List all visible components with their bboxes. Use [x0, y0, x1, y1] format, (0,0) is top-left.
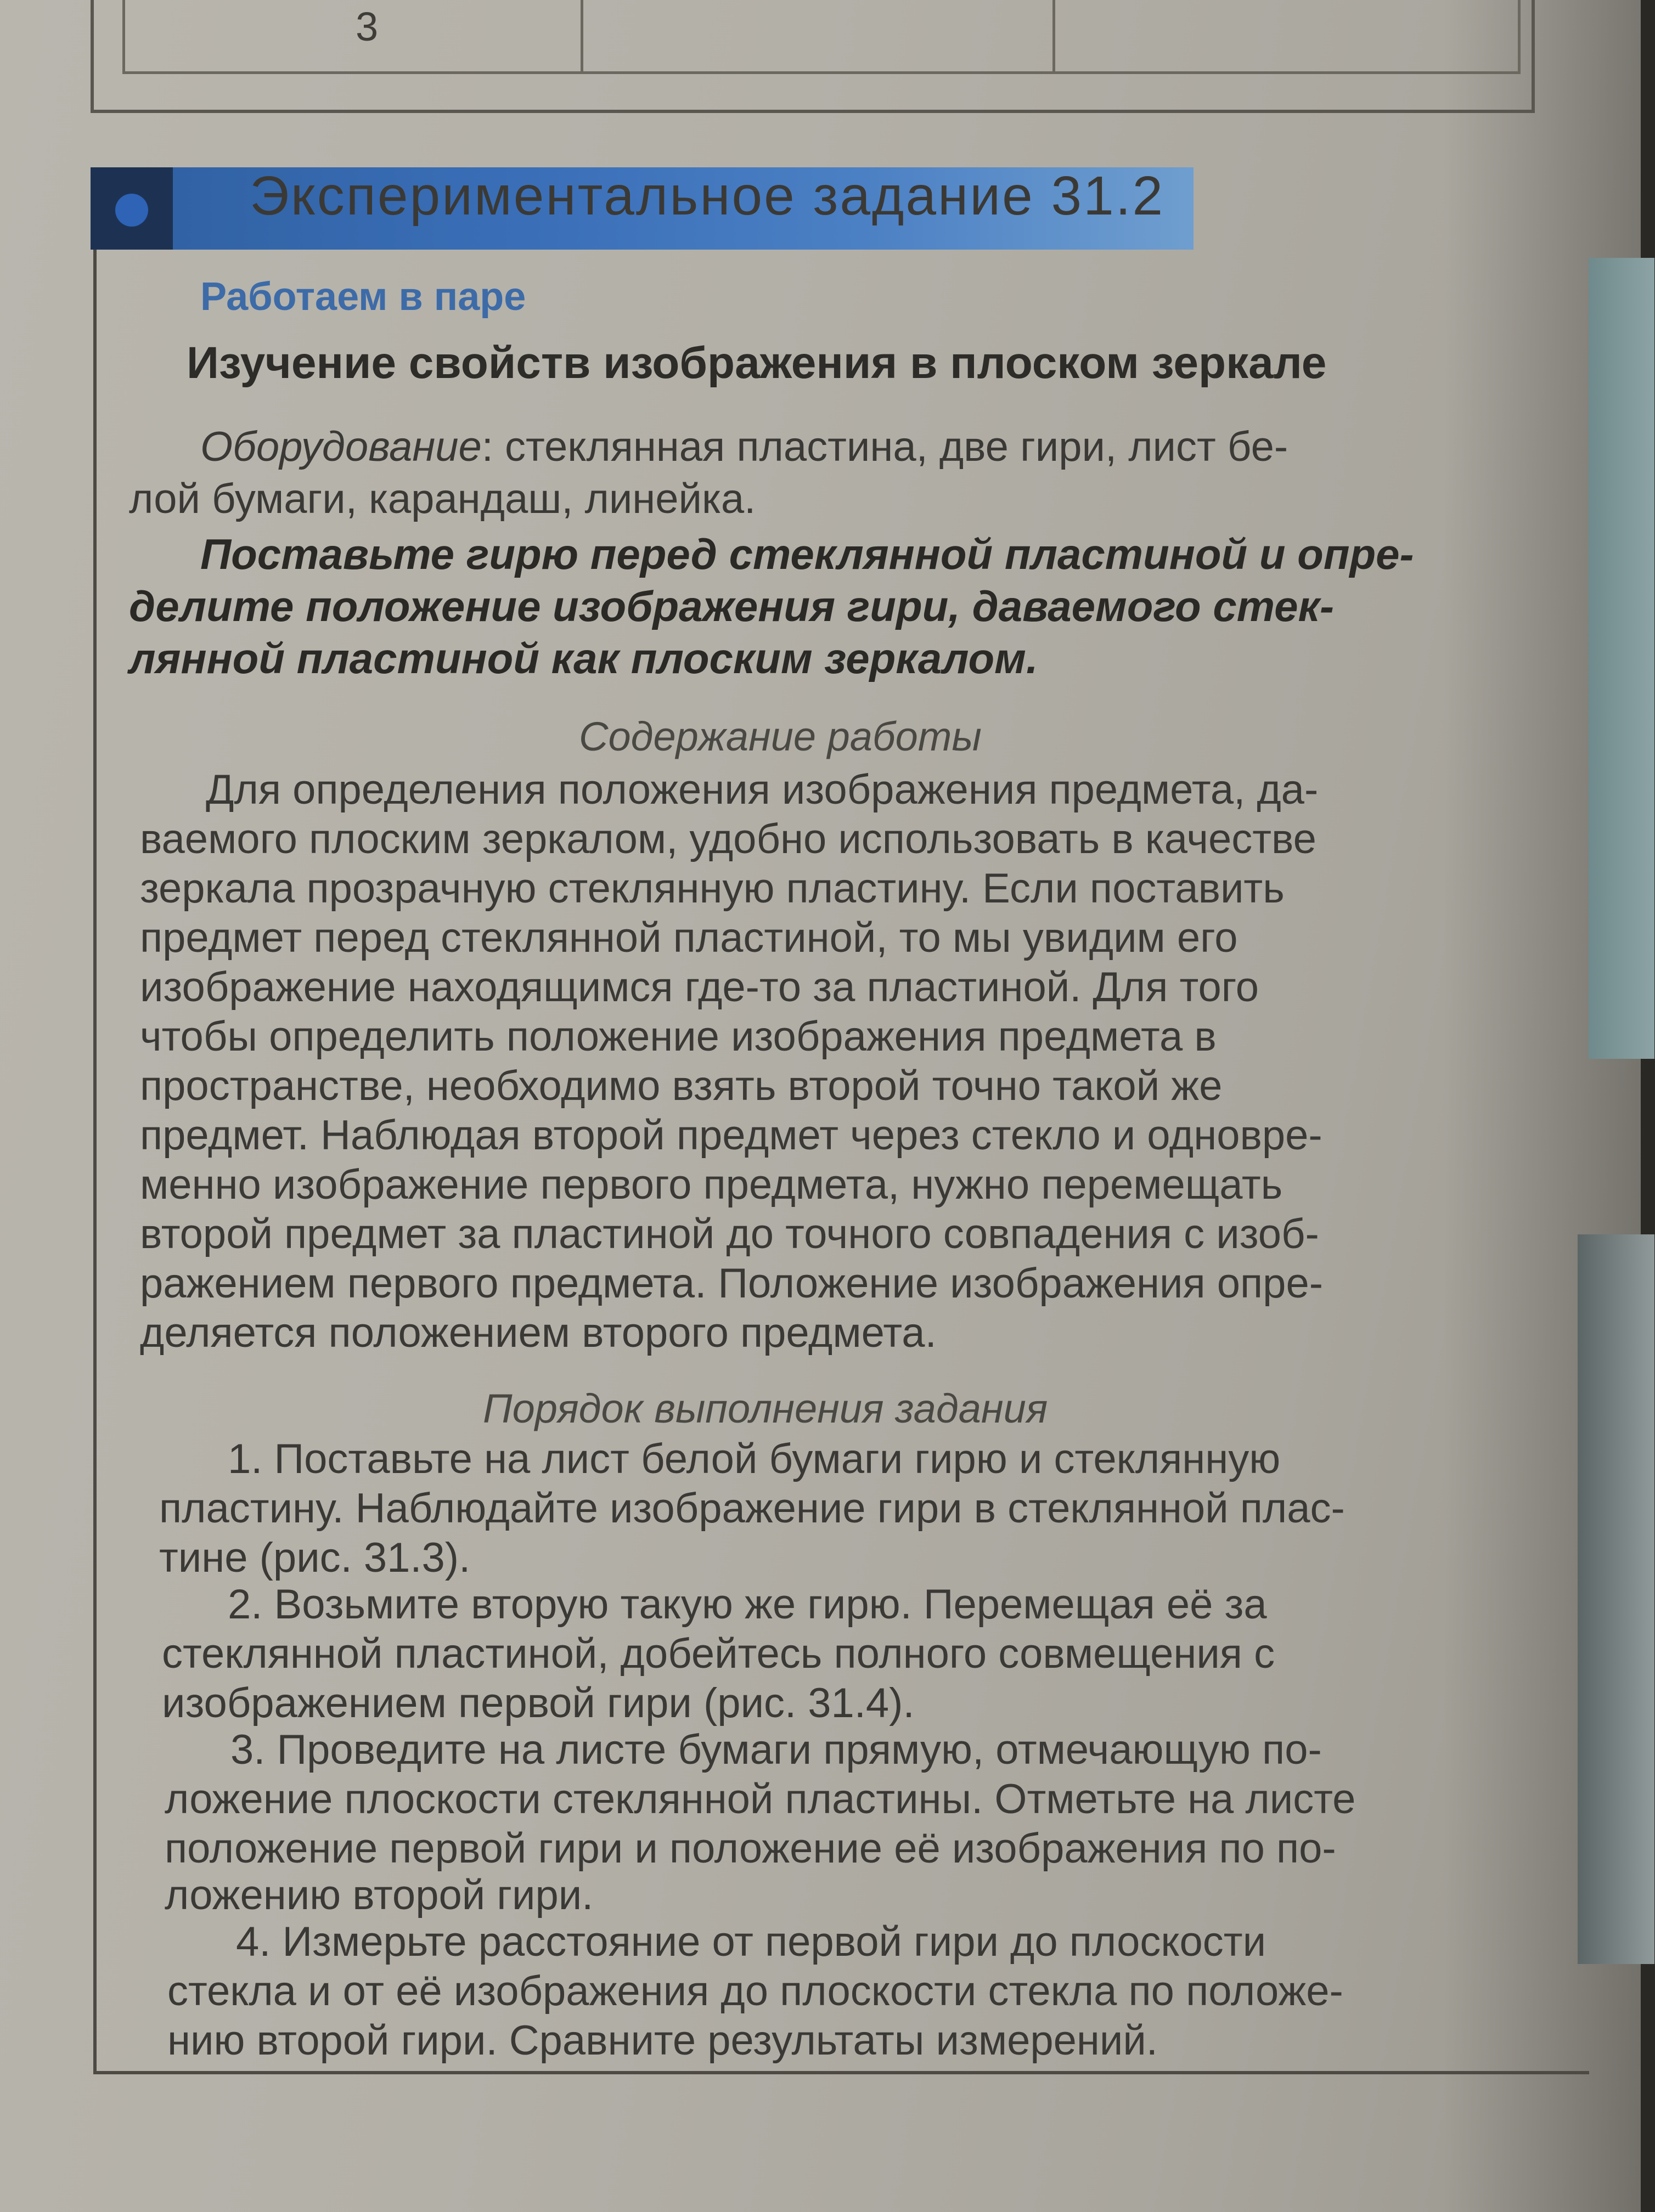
procedure-line: 3. Проведите на листе бумаги прямую, отмечающую по- — [230, 1726, 1322, 1773]
content-line: предмет перед стеклянной пластиной, то мы увидим его — [140, 915, 1238, 961]
table-inner-border — [122, 0, 1521, 74]
bullet-dot-icon — [115, 194, 148, 227]
procedure-line: нию второй гири. Сравните результаты измерений. — [167, 2017, 1158, 2064]
task-line: лянной пластиной как плоским зеркалом. — [129, 634, 1038, 682]
procedure-line: изображением первой гири (рис. 31.4). — [162, 1680, 915, 1726]
task-line: делите положение изображения гири, даваемого стек- — [129, 582, 1334, 630]
procedure-line: 4. Измерьте расстояние от первой гири до плоскости — [236, 1918, 1266, 1965]
content-heading: Содержание работы — [579, 714, 982, 759]
procedure-line: тине (рис. 31.3). — [159, 1534, 471, 1581]
table-fragment — [91, 0, 1535, 113]
content-line: менно изображение первого предмета, нужно перемещать — [140, 1161, 1283, 1208]
content-line: зеркала прозрачную стеклянную пластину. Если поставить — [140, 865, 1285, 912]
procedure-line: ложению второй гири. — [165, 1872, 594, 1918]
equipment-line-1 — [200, 422, 1288, 472]
content-line: второй предмет за пластиной до точного совпадения с изоб- — [140, 1211, 1319, 1257]
procedure-line: 2. Возьмите вторую такую же гирю. Перемещая её за — [228, 1581, 1267, 1628]
procedure-line: пластину. Наблюдайте изображение гири в стеклянной плас- — [159, 1485, 1345, 1532]
content-line: ражением первого предмета. Положение изображения опре- — [140, 1260, 1324, 1307]
table-divider — [1052, 0, 1055, 71]
table-cell-number: 3 — [356, 4, 379, 49]
content-line: изображение находящимся где-то за пластиной. Для того — [140, 964, 1259, 1011]
procedure-line: ложение плоскости стеклянной пластины. Отметьте на листе — [165, 1776, 1356, 1822]
table-divider — [581, 0, 583, 71]
procedure-heading: Порядок выполнения задания — [483, 1386, 1048, 1431]
equipment-label: Оборудование — [200, 424, 482, 470]
content-line: деляется положением второго предмета. — [140, 1310, 937, 1356]
equipment-text: : стеклянная пластина, две гири, лист бе- — [481, 424, 1288, 470]
equipment-line-2: лой бумаги, карандаш, линейка. — [129, 476, 756, 522]
content-line: чтобы определить положение изображения предмета в — [140, 1013, 1217, 1060]
photo-edge — [1589, 258, 1654, 1059]
task-line: Поставьте гирю перед стеклянной пластиной и опре- — [200, 530, 1414, 578]
content-line: ваемого плоским зеркалом, удобно использовать в качестве — [140, 816, 1316, 862]
header-marker — [91, 167, 173, 250]
pair-work-label: Работаем в паре — [200, 275, 526, 319]
procedure-line: стеклянной пластиной, добейтесь полного совмещения с — [162, 1630, 1275, 1677]
section-title: Экспериментальное задание 31.2 — [250, 165, 1165, 227]
content-line: Для определения положения изображения предмета, да- — [206, 766, 1319, 813]
procedure-line: положение первой гири и положение её изображения по по- — [165, 1825, 1336, 1872]
procedure-line: 1. Поставьте на лист белой бумаги гирю и стеклянную — [228, 1436, 1281, 1482]
content-line: предмет. Наблюдая второй предмет через стекло и одновре- — [140, 1112, 1322, 1159]
photo-edge — [1578, 1234, 1654, 1964]
content-line: пространстве, необходимо взять второй точно такой же — [140, 1063, 1223, 1109]
procedure-line: стекла и от её изображения до плоскости стекла по положе- — [167, 1968, 1343, 2015]
task-title: Изучение свойств изображения в плоском зеркале — [187, 338, 1327, 388]
